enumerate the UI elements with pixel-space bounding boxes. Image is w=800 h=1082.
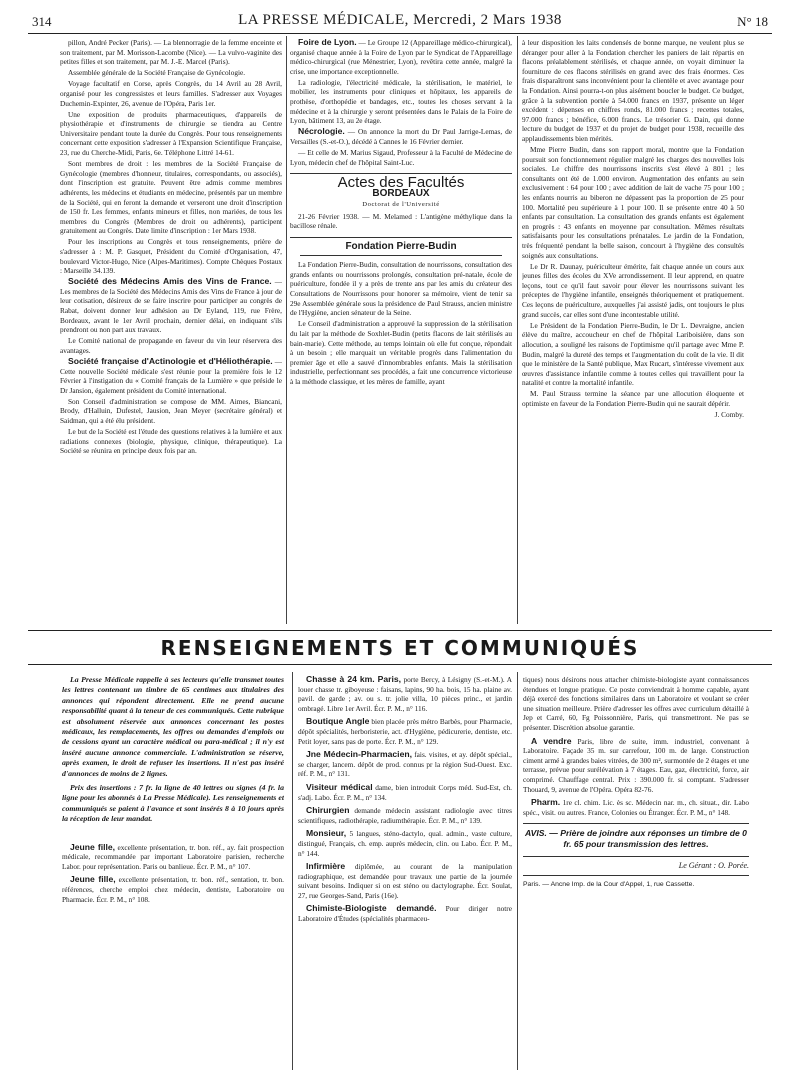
ad-text: demande médecin assistant radiologie avec titres scientifiques, radiothérapie, radiumthérapie. Écr. P. M., n° 139. <box>298 806 512 825</box>
faculty-city: BORDEAUX <box>372 188 430 200</box>
paragraph: Le Conseil d'administration a approuvé la suppression de la stérilisation du lait par la méthode de Soxhlet-Budin (petits flacons de lait stérilisés au bain-marie). Cette méthode, au temps lointain où elle fut conçue, répondait à un besoin ; elle marquait un véritable progrès dans l'alimentation du premier âge et elle a sauvé d'innombrables enfants. Mais la stérilisation industrielle, perfectionnant ses procédés, a fait une concurrence victorieuse à la méthode classique, et les mères de famille, ayant <box>290 319 512 386</box>
column-divider <box>286 36 287 624</box>
faculty-acts-title: Actes des Facultés <box>337 174 465 192</box>
title-underline <box>300 255 502 256</box>
fondation-title: Fondation Pierre-Budin <box>345 240 457 252</box>
classified-ad <box>298 829 512 858</box>
ad-heading: Jeune fille, <box>70 841 116 852</box>
ad-heading: Jeune fille, <box>70 874 116 885</box>
ads-column-2 <box>298 675 512 1070</box>
ad-heading: A vendre <box>531 735 572 746</box>
gerant-line: Le Gérant : O. Porée. <box>678 861 749 871</box>
section-entry <box>290 127 512 146</box>
classified-ad <box>298 806 512 825</box>
section-text: — Les membres de la Société des Médecins Amis des Vins de France à jour de leur cotisation, désireux de se faire inscrire pour participer au congrès de Rabat, doivent donner leur adhésion au Dr Eyland, 119, rue Frère, Bordeaux, avant le 1er Avril prochain, dernier délai, en indiquant s'ils prendront ou non part aux travaux. <box>60 277 282 335</box>
ad-text: diplômée, au courant de la manipulation radiographique, est demandée pour travaux une partie de la journée suivant besoins. Indiquer si on est sténo ou dactylographe. Écr. Soulat, 27, rue Georges-Sand, Paris (16e). <box>298 862 512 900</box>
ad-heading: Visiteur médical <box>306 781 373 792</box>
paragraph: Le Comité national de propagande en faveur du vin leur réservera des avantages. <box>60 336 282 355</box>
avis-notice: AVIS. — Prière de joindre aux réponses un timbre de 0 fr. 65 pour transmission des lettres. <box>525 828 747 850</box>
section-rule <box>523 823 749 824</box>
classified-ad <box>298 862 512 900</box>
band-rule <box>28 664 772 665</box>
ad-heading: Chirurgien <box>306 805 350 816</box>
ad-text: bien placée près métro Barbès, pour Pharmacie, dépôt spécialités, herboristerie, act. d'Hygiène, pédicurerie, dentiste, etc. Petit loyer, sans pas de porte. Écr. P. M., n° 129. <box>298 717 512 746</box>
ad-heading: Chasse à 24 km. Paris, <box>306 675 402 684</box>
page-header <box>28 12 772 32</box>
column-3 <box>522 38 744 623</box>
section-heading: Nécrologie. <box>298 126 345 137</box>
classified-ad <box>523 798 749 817</box>
ad-heading: Monsieur, <box>306 828 347 839</box>
ad-text: 1re cl. chim. Lic. ès sc. Médecin nar. m., ch. situat., dir. Labo spéc., visit. ou autres. France, Colonies ou Étranger. Écr. P. M., n° 148. <box>523 798 749 817</box>
section-heading: Foire de Lyon. <box>298 38 357 47</box>
paragraph: 21-26 Février 1938. — M. Melamed : L'antigène méthylique dans la bacillose rénale. <box>290 211 512 231</box>
section-text: — On annonce la mort du Dr Paul Jarrige-Lemas, de Versailles (S.-et-O.), décédé à Cannes le 16 Février dernier. <box>290 127 512 146</box>
section-text: — Cette nouvelle Société médicale s'est réunie pour la première fois le 12 Février à l'instigation du « Comité français de la Lumière » que préside le Dr Jansion, également président du Comité international. <box>60 357 282 395</box>
ad-text: excellente présentation, tr. bon. réf., ay. fait prospection médicale, recommandée par important Laboratoire parisien, recherche Labor. pour représentation. Paris ou banlieue. Écr. P. M., n° 107. <box>62 842 284 871</box>
paragraph: La radiologie, l'électricité médicale, la stérilisation, le matériel, le mobilier, les instruments pour cliniques et hôpitaux, les appareils de prothèse, d'orthopédie et bandages, etc., toutes les choses servant à la médecine et à la chirurgie y seront présentées dans le Palais de la Foire de Lyon, bâtiment 13, au 2e étage. <box>290 77 512 126</box>
ad-heading: Infirmière <box>306 861 346 872</box>
ad-text: 5 langues, sténo-dactylo, qual. admin., vaste culture, distingué, Français, ch. emp. auprès médecin, clin. ou Labo. Écr. P. M., n° 144. <box>298 829 512 858</box>
section-rule <box>523 875 749 876</box>
ad-heading: Boutique Angle <box>306 716 370 727</box>
printer-line: Paris. — Ancne Imp. de la Cour d'Appel, 1, rue Cassette. <box>523 880 695 888</box>
classified-ad <box>298 675 512 713</box>
ad-text: fais. visites, et ay. dépôt spécial., se charger, lancem. dépôt de prod. connus pr la région Sud-Ouest. Exc. réf. P. M., n° 131. <box>298 750 512 779</box>
section-heading: Société française d'Actinologie et d'Héliothérapie. <box>68 356 273 366</box>
classified-ad <box>298 717 512 746</box>
spacer <box>62 829 284 843</box>
ad-heading: Pharm. <box>531 797 561 808</box>
paragraph: Assemblée générale de la Société Française de Gynécologie. <box>68 68 246 78</box>
ad-heading: Chimiste-Biologiste demandé. <box>306 903 437 914</box>
column-divider <box>517 36 518 624</box>
section-heading: Société des Médecins Amis des Vins de France. <box>68 276 272 287</box>
column-2 <box>290 38 512 623</box>
section-entry <box>60 357 282 395</box>
classified-ad-continued: tiques) nous désirons nous attacher chimiste-biologiste ayant connaissances étendues et longue pratique. Ce poste conviendrait à homme capable, ayant déjà exercé des fonctions similaires dans un Laboratoire et voulant se créer une situation meilleure. Prière d'adresser les offres avec curriculum détaillé à Jep et Carré, 60, Fg Poissonnière, Paris, qui transmettront. Ne pas se présenter. Discrétion absolue garantie. <box>523 675 749 732</box>
paragraph: Le Dr R. Daunay, puériculteur émérite, fait chaque année un cours aux jeunes filles des écoles du XVe arrondissement. Il leur apprend, en quatre leçons, tout ce qu'il faut savoir pour élever les nourrissons suivant les préceptes de l'hygiène infantile, enseignés théoriquement et pratiquement. Ces leçons de puériculture, auxquelles j'ai assisté jadis, ont toujours le plus grand succès, car elles sont d'une incontestable utilité. <box>522 261 744 319</box>
column-1 <box>60 38 282 623</box>
doctorate-label: Doctorat de l'Université <box>362 201 440 209</box>
ad-text: Paris, libre de suite, imm. industriel, convenant à Laboratoire. Façade 35 m. sur carrefour, 100 m. de large. Construction ciment armé à grandes baies vitrées, de 300 m², surmontée de 2 étages et une terrasse, prévue pour surélévation à 7 étages. Eau, gaz, électricité, force, air comprimé. Chauffage central. Prix : 390.000 fr. si comptant. S'adresser Thouard, 9, avenue de l'Opéra. Opéra 82-76. <box>523 736 749 794</box>
newspaper-title: LA PRESSE MÉDICALE, Mercredi, 2 Mars 1938 <box>238 12 562 28</box>
column-divider <box>517 672 518 1070</box>
paragraph: Pour les inscriptions au Congrès et tous renseignements, prière de s'adresser à : M. P. Gasquet, Président du Comité d'Organisation, 47, boulevard Victor-Hugo, Nice (Alpes-Maritimes). Compte Chèques Postaux : Marseille 34.139. <box>60 237 282 276</box>
paragraph: Le Président de la Fondation Pierre-Budin, le Dr L. Devraigne, ancien élève du maître, accoucheur en chef de l'hôpital Lariboisière, dans son allocution, a souligné les raisons de l'optimisme qu'il partage avec Mme P. Budin, malgré la dureté des temps et l'augmentation du coût de la vie. Il dit que le ministère de la Santé publique, Max Rucart, s'intéresse vivement aux œuvres d'assistance infantile comme à toutes celles qui travaillent pour la natalité et contre la mortalité infantile. <box>522 320 744 388</box>
paragraph: Le but de la Société est l'étude des questions relatives à la lumière et aux radiations connexes (biologie, physique, clinique, thérapeutique). La Société se réunira en principe deux fois par an. <box>60 427 282 456</box>
paragraph: à leur disposition les laits condensés de bonne marque, ne veulent plus se déranger pour aller à la Fondation chercher les paniers de lait répartis en flacons préalablement stérilisés, et chaque année, on voyait diminuer la fourniture de ces flacons stérilisés en grand avec des frais énormes. Ces frais disparaîtront sans inconvénient pour la clientèle et avec avantage pour la Fondation. Ainsi pourra-t-on plus aisément boucler le budget. Ce budget, grâce à la subvention portée à 54.000 francs en 1937, présente un léger excédent : dépenses en chiffres ronds, 81.000 francs ; recettes totales, 97.000 francs ; bénéfice, 6.000 francs. Le trésorier G. Dain, qui donne lecture du budget de 1937 et du projet de budget pour 1938, recueille des applaudissements bien mérités. <box>522 38 744 143</box>
classified-ad <box>523 737 749 795</box>
paragraph: Mme Pierre Budin, dans son rapport moral, montre que la Fondation poursuit son fonctionnement régulier malgré les charges des nouvelles lois sociales. Le chiffre des nourrissons inscrits s'est élevé à 801 ; les consultants ont été de 1.000 environ. Augmentation des enfants au sein exclusivement : 64 pour 100 ; avec addition de lait de vache 75 pour 100 ; les enfants nourris au biberon ne dépassent pas la proportion de 25 pour 100. Mortalité peu supérieure à 1 pour 100. Il se présente entre 40 à 50 enfants par consultation. La consultation des grands enfants est également en progrès : 43 enfants en moyenne par consultation. Mêmes résultats satisfaisants pour les consultations prénatales. Le jardin de la Fondation, très fréquenté pendant la belle saison, concourt à l'hygiène des consultés soignés aux consultations. <box>522 145 744 260</box>
section-text: — Le Groupe 12 (Appareillage médico-chirurgical), organisé chaque année à la Foire de Lyon par le Syndicat de l'Appareillage médico-chirurgical (rue Ménestrier, Lyon), revêtira cette année, malgré la crise, une importance exceptionnelle. <box>290 38 512 76</box>
paragraph: Son Conseil d'administration se compose de MM. Aimes, Biancani, Brody, d'Halluin, Dufestel, Jausion, Jean Meyer (secrétaire général) et Saidman, qui a été élu président. <box>60 396 282 426</box>
section-entry <box>290 38 512 76</box>
ad-text: porte Bercy, à Lésigny (S.-et-M.). A louer chasse tr. giboyeuse : faisans, lapins, 90 ha. bois, 15 ha. plaine av. pavil. de garde ; av. ou s. tr. jolie villa, 10 pièces princ., et jardin ombragé. Libre 1er Avril. Écr. P. M., n° 116. <box>298 675 512 713</box>
paragraph: La Fondation Pierre-Budin, consultation de nourrissons, consultation des grands enfants ou nourrissons prolongés, consultation pré-natale, école de puériculture, fondée il y a près de trente ans par les amis du créateur des Consultations de Nourrissons pour honorer sa mémoire, vient de tenir sa 29e Assemblée générale sous la présidence de Paul Strauss, ancien ministre de l'Hygiène, ancien sénateur de la Seine. <box>290 260 512 318</box>
editorial-notice: La Presse Médicale rappelle à ses lecteurs qu'elle transmet toutes les lettres contenant un timbre de 65 centimes aux titulaires des annonces qui répondent directement. Elle ne prend aucune responsabilité quant à la teneur de ces communiqués. Cette rubrique est absolument réservée aux annonces concernant les postes médicaux, les remplacements, les offres ou demandes d'emplois ou de cessions ayant un caractère médical ou para-médical ; il n'y est inséré aucune annonce commerciale. L'administration se réserve, après examen, le droit de refuser les insertions. Il n'est pas inséré d'annonces de moins de 2 lignes. <box>62 675 284 778</box>
paragraph: Voyage facultatif en Corse, après Congrès, du 14 Avril au 28 Avril, organisé pour les congressistes et leurs familles. S'adresser aux Voyages Duchemin-Expinter, 26, avenue de l'Opéra, Paris 1er. <box>60 79 282 108</box>
header-rule <box>28 33 772 34</box>
ads-column-1 <box>62 675 284 1070</box>
paragraph: pillon, André Pecker (Paris). — La blennorragie de la femme enceinte et son traitement, par M. Morisson-Lacombe (Nice). — La vulvo-vaginite des petites filles et son traitement, par M. J.-E. Marcel (Paris). <box>60 38 282 67</box>
paragraph: Une exposition de produits pharmaceutiques, d'appareils de physiothérapie et d'instruments de chirurgie se tiendra au Centre Universitaire pendant toute la durée du Congrès. Pour tous renseignements concernant cette exposition s'adresser à l'Expansion Scientifique Française, 23, rue du Cherche-Midi, Paris, 6e. Téléphone Littré 14-61. <box>60 109 282 158</box>
author-signature: J. Comby. <box>714 410 744 420</box>
ad-heading: Jne Médecin-Pharmacien, <box>306 749 412 760</box>
paragraph: — Et celle de M. Marius Sigaud, Professeur à la Faculté de Médecine de Lyon, médecin chef de l'hôpital Saint-Luc. <box>290 148 512 167</box>
band-rule <box>28 630 772 631</box>
ad-text: Pour diriger notre Laboratoire d'Études (spécialités pharmaceu- <box>298 904 512 924</box>
ads-column-3 <box>523 675 749 1070</box>
insertion-prices: Prix des insertions : 7 fr. la ligne de 40 lettres ou signes (4 fr. la ligne pour les abonnés à La Presse Médicale). Les renseignements et communiqués se paient à l'avance et sont insérés 8 à 10 jours après la réception de leur mandat. <box>62 783 284 824</box>
issue-number: N° 18 <box>737 14 768 29</box>
section-rule <box>523 856 749 857</box>
column-divider <box>292 672 293 1070</box>
ad-text: dame, bien introduit Corps méd. Sud-Est, ch. s'adj. Labo. Écr. P. M., n° 134. <box>298 782 512 802</box>
section-rule <box>290 237 512 238</box>
classified-ad <box>62 843 284 872</box>
renseignements-title: RENSEIGNEMENTS ET COMMUNIQUÉS <box>160 636 640 660</box>
classified-ad <box>298 750 512 779</box>
classified-ad <box>298 783 512 802</box>
paragraph: M. Paul Strauss termine la séance par une allocution éloquente et optimiste en faveur de la Fondation Pierre-Budin qui ne saurait dépérir. <box>522 389 744 408</box>
ad-text: excellente présentation, tr. bon. réf., sentation, tr. bon. références, cherche emploi chez médecin, dentiste, Laboratoire ou Pharmacie. Écr. P. M., n° 108. <box>62 875 284 904</box>
classified-ad <box>62 875 284 904</box>
classified-ad <box>298 904 512 923</box>
section-entry <box>60 277 282 335</box>
page-number: 314 <box>32 14 52 29</box>
paragraph: Sont membres de droit : les membres de la Société Française de Gynécologie (membres d'honneur, titulaires, correspondants, ou associés), dont l'inscription est gratuite. Peuvent être admis comme membres adhérents, les médecins et étudiants en médecine, présentés par un membre de la Société, qui en feront la demande et verseront une droit d'inscription de 150 fr. Les femmes, enfants mineurs et filles, non mariées, de tous les membres du Congrès (Membres de droit ou adhérents), participent gratuitement au Congrès. Date limite d'inscription : 1er Mars 1938. <box>60 159 282 236</box>
